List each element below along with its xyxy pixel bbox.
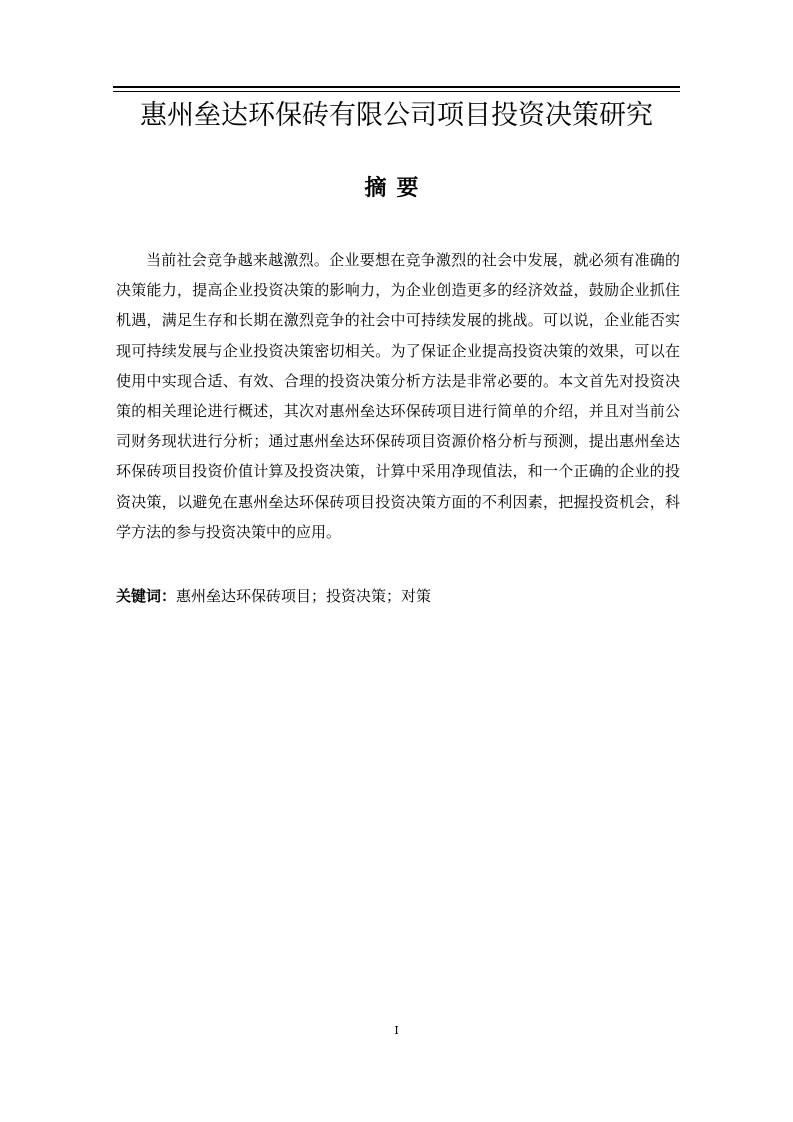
keywords-value: 惠州垒达环保砖项目；投资决策；对策 [176,587,432,605]
abstract-body: 当前社会竞争越来越激烈。企业要想在竞争激烈的社会中发展，就必须有准确的决策能力，提高企业投资决策的影响力，为企业创造更多的经济效益，鼓励企业抓住机遇，满足生存和长期在激烈竞争的社会中可持续发展的挑战。可以说，企业能否实现可持续发展与企业投资决策密切相关。为了保证企业提高投资决策的效果，可以在使用中实现合适、有效、合理的投资决策分析方法是非常必要的。本文首先对投资决策的相关理论进行概述，其次对惠州垒达环保砖项目进行简单的介绍，并且对当前公司财务现状进行分析；通过惠州垒达环保砖项目资源价格分析与预测，提出惠州垒达环保砖项目投资价值计算及投资决策，计算中采用净现值法，和一个正确的企业的投资决策，以避免在惠州垒达环保砖项目投资决策方面的不利因素，把握投资机会，科学方法的参与投资决策中的应用。 [116,251,680,541]
keywords-label: 关键词： [116,587,177,605]
document-title: 惠州垒达环保砖有限公司项目投资决策研究 [140,100,653,131]
header-rule-thick [113,86,680,88]
abstract-heading: 摘要 [364,176,429,201]
page-number: I [394,1024,399,1037]
keywords-line [116,583,680,609]
header-rule-thin [113,91,680,92]
